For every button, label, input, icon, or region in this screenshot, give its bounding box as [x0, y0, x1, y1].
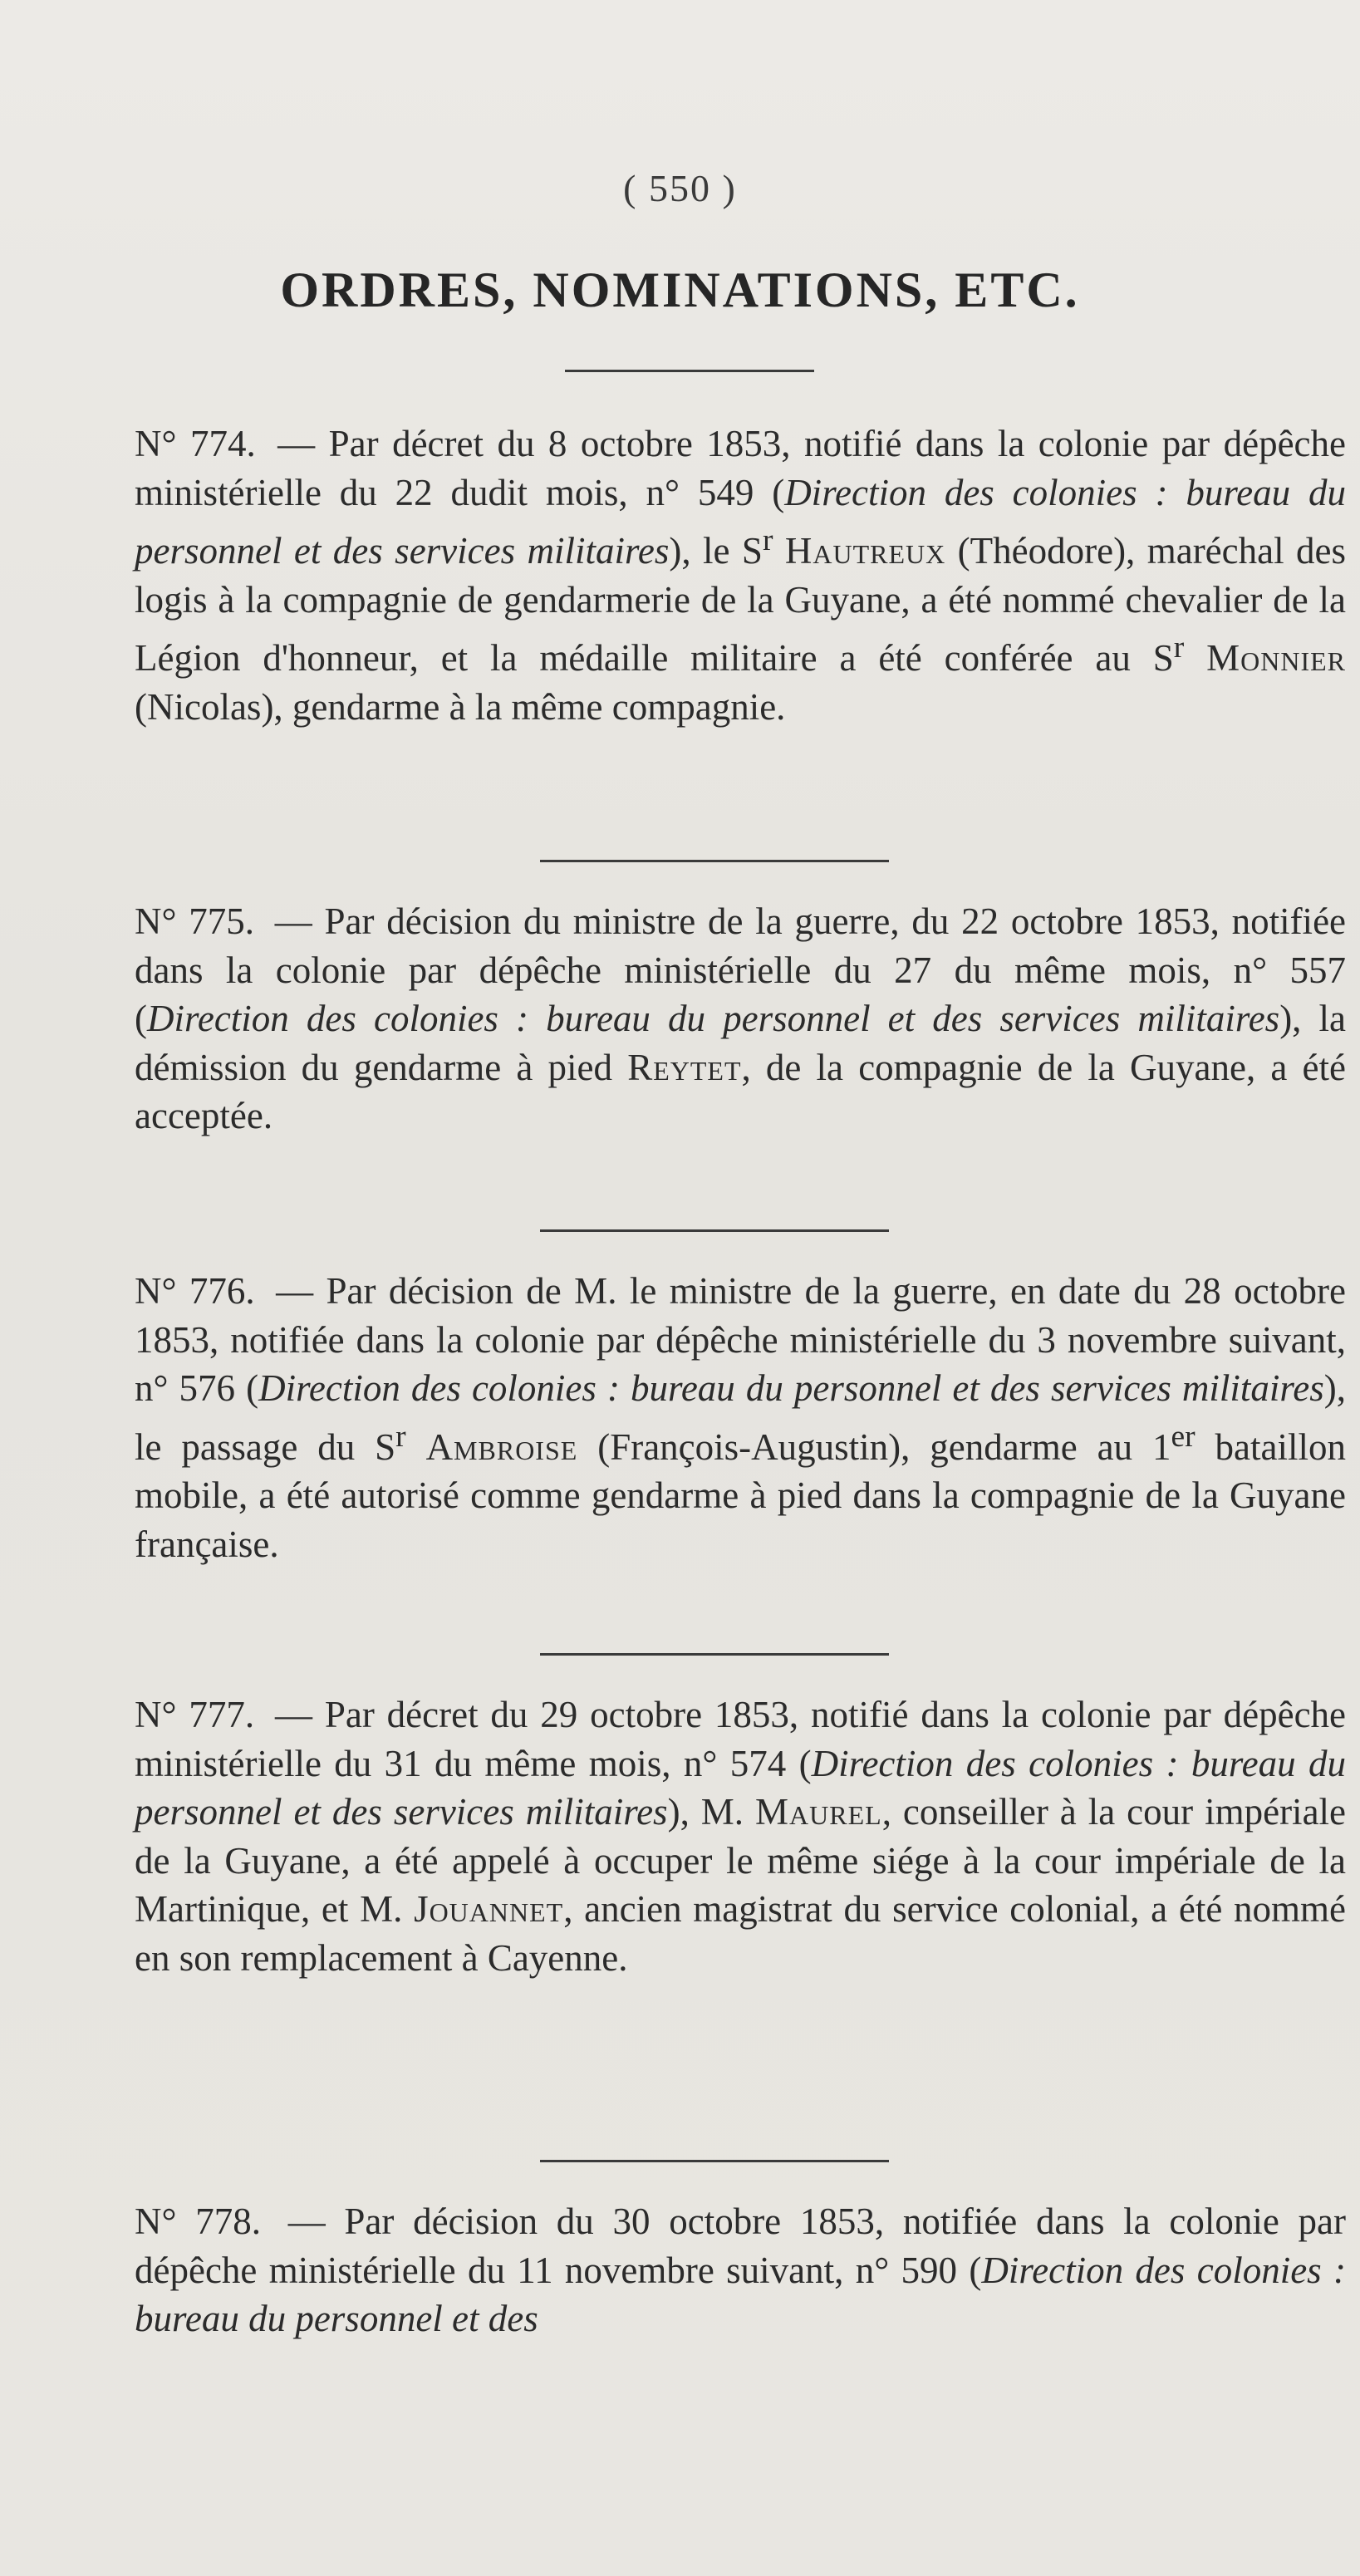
entry-dash: — [274, 900, 312, 942]
entry-text: Par décision du 30 octobre 1853, notifiée dans la colonie par dépêche ministérielle du 11 novembre suivant, n° 590 ( [135, 2201, 1347, 2291]
separator [540, 2160, 889, 2162]
page-number: ( 550 ) [623, 167, 737, 209]
entry-text: (François-Augustin), gendarme au 1 [577, 1425, 1171, 1468]
entry-text: ), la démission du gendarme à pied [135, 998, 1346, 1088]
entry-text: , ancien magistrat du service colonial, a été nommé en son remplacement à Cayenne. [135, 1888, 1346, 1979]
person-name: Monnier [1206, 637, 1347, 679]
entry-dash: — [276, 1270, 314, 1312]
entry-text: (Nicolas), gendarme à la même compagnie. [135, 685, 786, 728]
entry-italic-text: Direction des colonies : bureau du personnel et des services militaires [258, 1367, 1324, 1409]
entry-778 [100, 2197, 1346, 2343]
entry-774 [100, 420, 1346, 731]
entry-superscript: r [1173, 631, 1185, 665]
entry-text: ), le S [669, 530, 763, 572]
person-name: Reytet [627, 1046, 742, 1088]
entry-775 [100, 897, 1346, 1141]
separator [540, 1653, 889, 1656]
entry-dash: — [287, 2201, 326, 2242]
separator [540, 1229, 889, 1232]
entry-number: N° 775. [135, 900, 254, 942]
entry-italic-text: Direction des colonies : bureau du personnel et des services militaires [147, 998, 1280, 1039]
separator [540, 860, 889, 862]
entry-text: ), M. [667, 1791, 756, 1833]
entry-dash: — [274, 1694, 312, 1735]
entry-text: ), le passage du S [135, 1367, 1347, 1468]
entry-text: , conseiller à la cour impériale de la Guyane, a été appelé à occuper le même siége à la cour impériale de la Martinique, et M. [135, 1791, 1347, 1930]
entry-text: Par décret du 29 octobre 1853, notifié dans la colonie par dépêche ministérielle du 31 du même mois, n° 574 ( [135, 1694, 1347, 1784]
entry-text: (Théodore), maréchal des logis à la compagnie de gendarmerie de la Guyane, a été nommé chevalier de la Légion d'honneur, et la médaille militaire a été conférée au S [135, 530, 1347, 679]
entry-text: bataillon mobile, a été autorisé comme gendarme à pied dans la compagnie de la Guyane française. [135, 1425, 1346, 1565]
entry-dash: — [277, 423, 316, 464]
entry-number: N° 777. [135, 1694, 255, 1735]
entry-number: N° 778. [135, 2201, 261, 2242]
entry-italic-text: Direction des colonies : bureau du personnel et des services militaires [135, 471, 1347, 572]
person-name: Maurel [755, 1791, 882, 1833]
entry-number: N° 776. [135, 1270, 255, 1312]
person-name: Ambroise [425, 1425, 578, 1468]
section-title: ORDRES, NOMINATIONS, ETC. [280, 263, 1080, 317]
entry-777 [100, 1690, 1346, 1982]
person-name: Jouannet [414, 1888, 564, 1930]
entry-776 [100, 1267, 1346, 1568]
entry-italic-text: Direction des colonies : bureau du personnel et des services militaires [135, 1742, 1347, 1833]
entry-superscript: r [762, 523, 773, 557]
entry-text: Par décision du ministre de la guerre, du 22 octobre 1853, notifiée dans la colonie par dépêche ministérielle du 27 du même mois, n° 557 ( [135, 900, 1347, 1039]
entry-italic-text: Direction des colonies : bureau du personnel et des [135, 2249, 1346, 2339]
entry-text: , de la compagnie de la Guyane, a été acceptée. [135, 1046, 1346, 1136]
entry-number: N° 774. [135, 423, 256, 464]
entry-text: Par décret du 8 octobre 1853, notifié dans la colonie par dépêche ministérielle du 22 dudit mois, n° 549 ( [135, 423, 1347, 513]
entry-text: Par décision de M. le ministre de la guerre, en date du 28 octobre 1853, notifiée dans la colonie par dépêche ministérielle du 3 novembre suivant, n° 576 ( [135, 1270, 1347, 1409]
entry-superscript: er [1171, 1419, 1196, 1454]
separator [565, 370, 814, 372]
entry-superscript: r [395, 1419, 406, 1454]
person-name: Hautreux [784, 530, 946, 572]
